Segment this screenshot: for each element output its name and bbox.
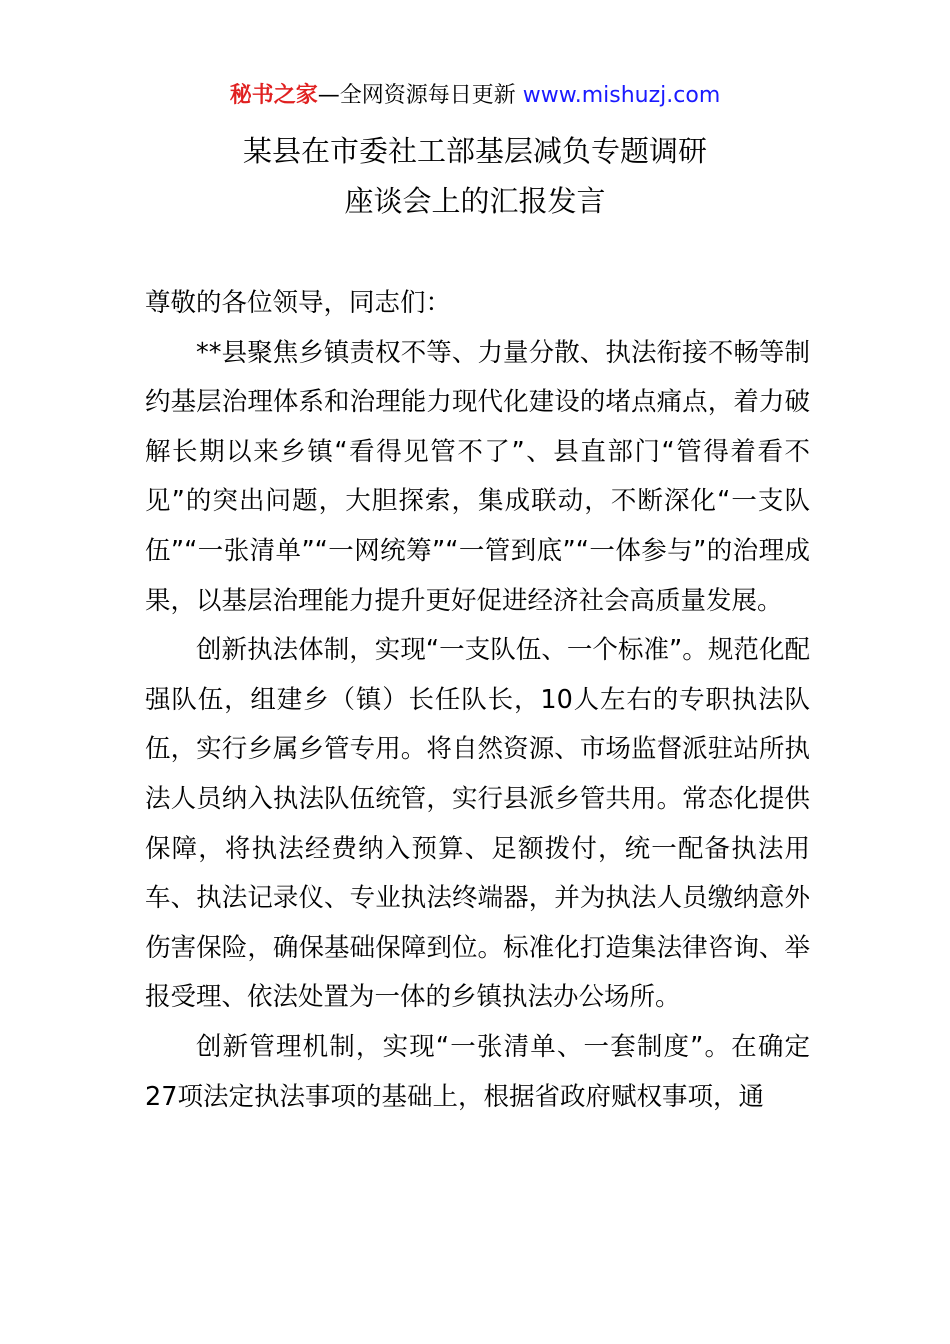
document-title-line-1: 某县在市委社工部基层减负专题调研 — [242, 134, 707, 168]
site-url-link[interactable]: www.mishuzj.com — [522, 83, 721, 108]
paragraph-enforcement-system: 创新执法体制，实现“一支队伍、一个标准”。规范化配强队伍，组建乡（镇）长任队长，10人左右的专职执法队伍，实行乡属乡管专用。将自然资源、市场监督派驻站所执法人员纳入执法队伍统管，实行县派乡管共用。常态化提供保障，将执法经费纳入预算、足额拨付，统一配备执法用车、执法记录仪、专业执法终端器，并为执法人员缴纳意外伤害保险，确保基础保障到位。标准化打造集法律咨询、举报受理、依法处置为一体的乡镇执法办公场所。 — [145, 635, 810, 1013]
site-header — [0, 80, 950, 112]
paragraph-intro: **县聚焦乡镇责权不等、力量分散、执法衔接不畅等制约基层治理体系和治理能力现代化建设的堵点痛点，着力破解长期以来乡镇“看得见管不了”、县直部门“管得着看不见”的突出问题，大胆探索，集成联动，不断深化“一支队伍”“一张清单”“一网统筹”“一管到底”“一体参与”的治理成果，以基层治理能力提升更好促进经济社会高质量发展。 — [145, 337, 810, 616]
salutation: 尊敬的各位领导，同志们： — [145, 288, 452, 318]
document-body — [145, 279, 810, 1122]
site-slogan: —全网资源每日更新 — [317, 83, 516, 108]
paragraph-management-mechanism: 创新管理机制，实现“一张清单、一套制度”。在确定27项法定执法事项的基础上，根据省政府赋权事项，通 — [145, 1031, 810, 1112]
document-title-line-2: 座谈会上的汇报发言 — [344, 184, 606, 218]
site-name: 秘书之家 — [229, 83, 318, 108]
